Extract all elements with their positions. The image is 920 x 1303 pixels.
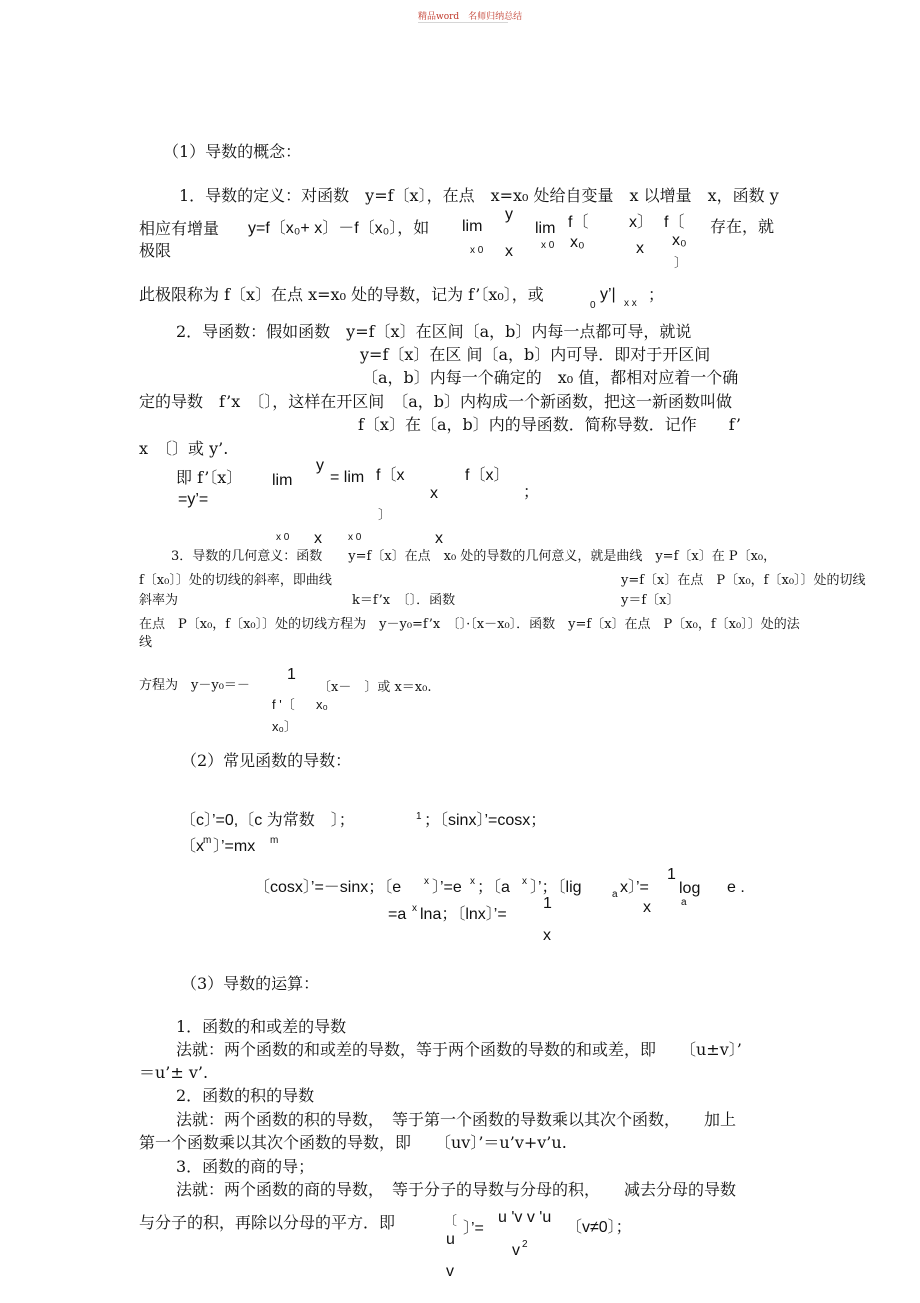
quotient-u: u [446, 1231, 455, 1248]
limit-1: lim [462, 218, 483, 235]
derivative-paren: 〕 [378, 507, 392, 522]
formula-ln: lna；〔lnx〕’= [420, 906, 507, 923]
derivative-formula-label-2: =y’= [178, 491, 209, 508]
derivative-function-line-5: f〔x〕在〔a，b〕内的导函数．简称导数．记作 f’ [358, 415, 741, 434]
limit-2-term-f: x₀ [672, 232, 687, 249]
definition-line-4-tail: y’| [600, 286, 616, 303]
geometry-line-2a: f〔x₀〕〕处的切线的斜率，即曲线 [139, 573, 332, 588]
product-rule-cont: 第一个函数乘以其次个函数的导数，即 〔uv〕’＝u’v+v’u. [139, 1133, 567, 1152]
geometry-line-3a: 斜率为 [139, 593, 179, 608]
quotient-close: 〕’= [463, 1220, 484, 1237]
formula-ax-b: =a [388, 906, 407, 923]
product-rule-body: 法就：两个函数的积的导数， 等于第一个函数的导数乘以其次个函数， 加上 [176, 1110, 737, 1129]
derivative-lim: lim [272, 472, 293, 489]
formula-exp-b: 〕’=e [432, 879, 462, 896]
quotient-rule-body: 法就：两个函数的商的导数， 等于分子的导数与分母的积， 减去分母的导数 [176, 1180, 737, 1199]
formula-ax-sup: x [522, 876, 527, 887]
formula-ax-b-sup: x [412, 903, 417, 914]
derivative-sub-2: x 0 [348, 532, 362, 543]
normal-line-b: 〔x－ 〕或 x＝x₀. [318, 680, 432, 695]
quotient-rule-title: 3．函数的商的导； [176, 1157, 315, 1176]
limit-1-subscript: x 0 [470, 245, 484, 256]
quotient-open: 〔 [444, 1213, 458, 1228]
normal-numerator: 1 [287, 666, 296, 683]
formula-log-end: e . [727, 879, 745, 896]
limit-2-term-b: x〕 [629, 214, 654, 231]
definition-line-1: 1．导数的定义：对函数 y=f〔x〕，在点 x=x₀ 处给自变量 x 以增量 x，函数 y [179, 186, 779, 205]
quotient-numerator: u 'v v 'u [498, 1209, 552, 1226]
derivative-f2: f〔x〕 [465, 467, 510, 484]
formula-log-b: x〕’= [620, 879, 649, 896]
sum-rule-body: 法就：两个函数的和或差的导数，等于两个函数的导数的和或差，即 〔u±v〕’ [176, 1040, 742, 1059]
formula-constant: 〔c〕’=0,〔c 为常数 〕； [180, 812, 355, 829]
section-2-title: （2）常见函数的导数： [181, 751, 352, 770]
formula-ax-a: ；〔a [477, 879, 510, 896]
derivative-function-line-1: 2．导函数：假如函数 y=f〔x〕在区间〔a，b〕内每一点都可导，就说 [176, 322, 692, 341]
formula-ln-num: 1 [543, 895, 552, 912]
formula-exp-sup-2: x [470, 876, 475, 887]
formula-cos-exp: 〔cosx〕’=－sinx；〔e [254, 879, 402, 896]
limit-1-denominator: x [505, 243, 513, 260]
quotient-condition: 〔v≠0〕； [566, 1219, 632, 1236]
geometry-line-5: 线 [139, 635, 153, 650]
formula-power-sup: m [203, 835, 212, 846]
formula-log-word: log [679, 880, 701, 897]
derivative-y: y [316, 457, 324, 474]
definition-line-4-end: ； [648, 285, 665, 304]
limit-2-term-d: x₀ [570, 234, 585, 251]
formula-exp-sup: x [424, 876, 429, 887]
derivative-x3: x [435, 530, 443, 547]
quotient-denominator: v [512, 1242, 520, 1259]
definition-line-2c: 存在，就 [710, 217, 775, 236]
geometry-line-1: 3．导数的几何意义：函数 y=f〔x〕在点 x₀ 处的导数的几何意义，就是曲线 y=f〔x〕在 P〔x₀， [171, 549, 777, 564]
formula-ln-den: x [543, 927, 551, 944]
sum-rule-title: 1．函数的和或差的导数 [176, 1017, 347, 1036]
limit-2-term-e: x [636, 240, 644, 257]
formula-log-sub: a [612, 889, 618, 900]
normal-x0: x₀ [316, 697, 328, 712]
formula-log-den: x [643, 899, 651, 916]
geometry-line-2b: y=f〔x〕在点 P〔x₀，f〔x₀〕〕处的切线 [621, 573, 866, 588]
formula-power-a: 〔x [180, 838, 205, 855]
normal-den-2: x₀〕 [272, 719, 297, 734]
quotient-denominator-sup: 2 [522, 1239, 528, 1250]
limit-2-term-g: 〕 [674, 255, 688, 270]
derivative-x2: x [314, 530, 322, 547]
limit-2-term-c: f〔 [664, 214, 685, 231]
normal-den-1: f '〔 [272, 697, 295, 712]
derivative-x1: x [430, 485, 438, 502]
definition-line-4-sub0: 0 [590, 300, 596, 311]
derivative-formula-label: 即 f’〔x〕 [176, 468, 243, 487]
derivative-semi: ； [523, 482, 540, 501]
limit-2-subscript: x 0 [541, 240, 555, 251]
derivative-eq-lim: = lim [330, 469, 365, 486]
limit-2: lim [535, 220, 556, 237]
sum-rule-cont: ＝u’± v’. [139, 1063, 209, 1082]
definition-line-3: 极限 [139, 241, 172, 260]
geometry-line-3b: k＝f’x 〔〕．函数 [352, 593, 456, 608]
definition-line-4: 此极限称为 f〔x〕在点 x=x₀ 处的导数，记为 f’〔x₀〕，或 [139, 285, 544, 304]
section-1-title: （1）导数的概念： [163, 142, 302, 161]
formula-log-a: 〕’；〔lig [530, 879, 582, 896]
formula-power-b: 〕’=mx [213, 838, 256, 855]
quotient-v: v [446, 1263, 454, 1280]
formula-log-num: 1 [667, 866, 676, 883]
limit-1-numerator: y [505, 206, 513, 223]
derivative-f1: f〔x [376, 467, 405, 484]
derivative-function-line-3: 〔a，b〕内每一个确定的 x₀ 值，都相对应着一个确 [362, 368, 739, 387]
formula-sin: ；〔sinx〕’=cosx； [424, 812, 547, 829]
geometry-line-3c: y＝f〔x〕 [621, 593, 680, 608]
section-3-title: （3）导数的运算： [181, 974, 320, 993]
definition-line-2a: 相应有增量 [139, 219, 220, 238]
header-divider [418, 22, 508, 23]
formula-constant-sup: 1 [416, 811, 422, 822]
formula-log-base: a [681, 897, 687, 908]
limit-2-term-a: f〔 [568, 214, 589, 231]
derivative-function-line-2: y=f〔x〕在区 间〔a，b〕内可导．即对于开区间 [360, 345, 711, 364]
geometry-line-4: 在点 P〔x₀，f〔x₀〕〕处的切线方程为 y－y₀=f’x 〔〕·〔x－x₀〕．函数 y=f〔x〕在点 P〔x₀，f〔x₀〕〕处的法 [139, 617, 800, 632]
formula-power-sup-2: m [270, 835, 279, 846]
quotient-rule-cont: 与分子的积，再除以分母的平方．即 [139, 1213, 396, 1232]
normal-line-a: 方程为 y－y₀＝－ [139, 678, 250, 693]
page-header: 精品word 名师归纳总结 [418, 12, 523, 22]
product-rule-title: 2．函数的积的导数 [176, 1086, 315, 1105]
derivative-sub-1: x 0 [276, 532, 290, 543]
definition-line-4-sub: x x [624, 298, 637, 309]
derivative-function-line-6: x 〔〕或 y’. [139, 439, 229, 458]
derivative-function-line-4: 定的导数 f’x 〔〕，这样在开区间 〔a，b〕内构成一个新函数，把这一新函数叫做 [139, 392, 732, 411]
definition-line-2b: y=f〔x₀+ x〕－f〔x₀〕，如 [248, 220, 430, 237]
